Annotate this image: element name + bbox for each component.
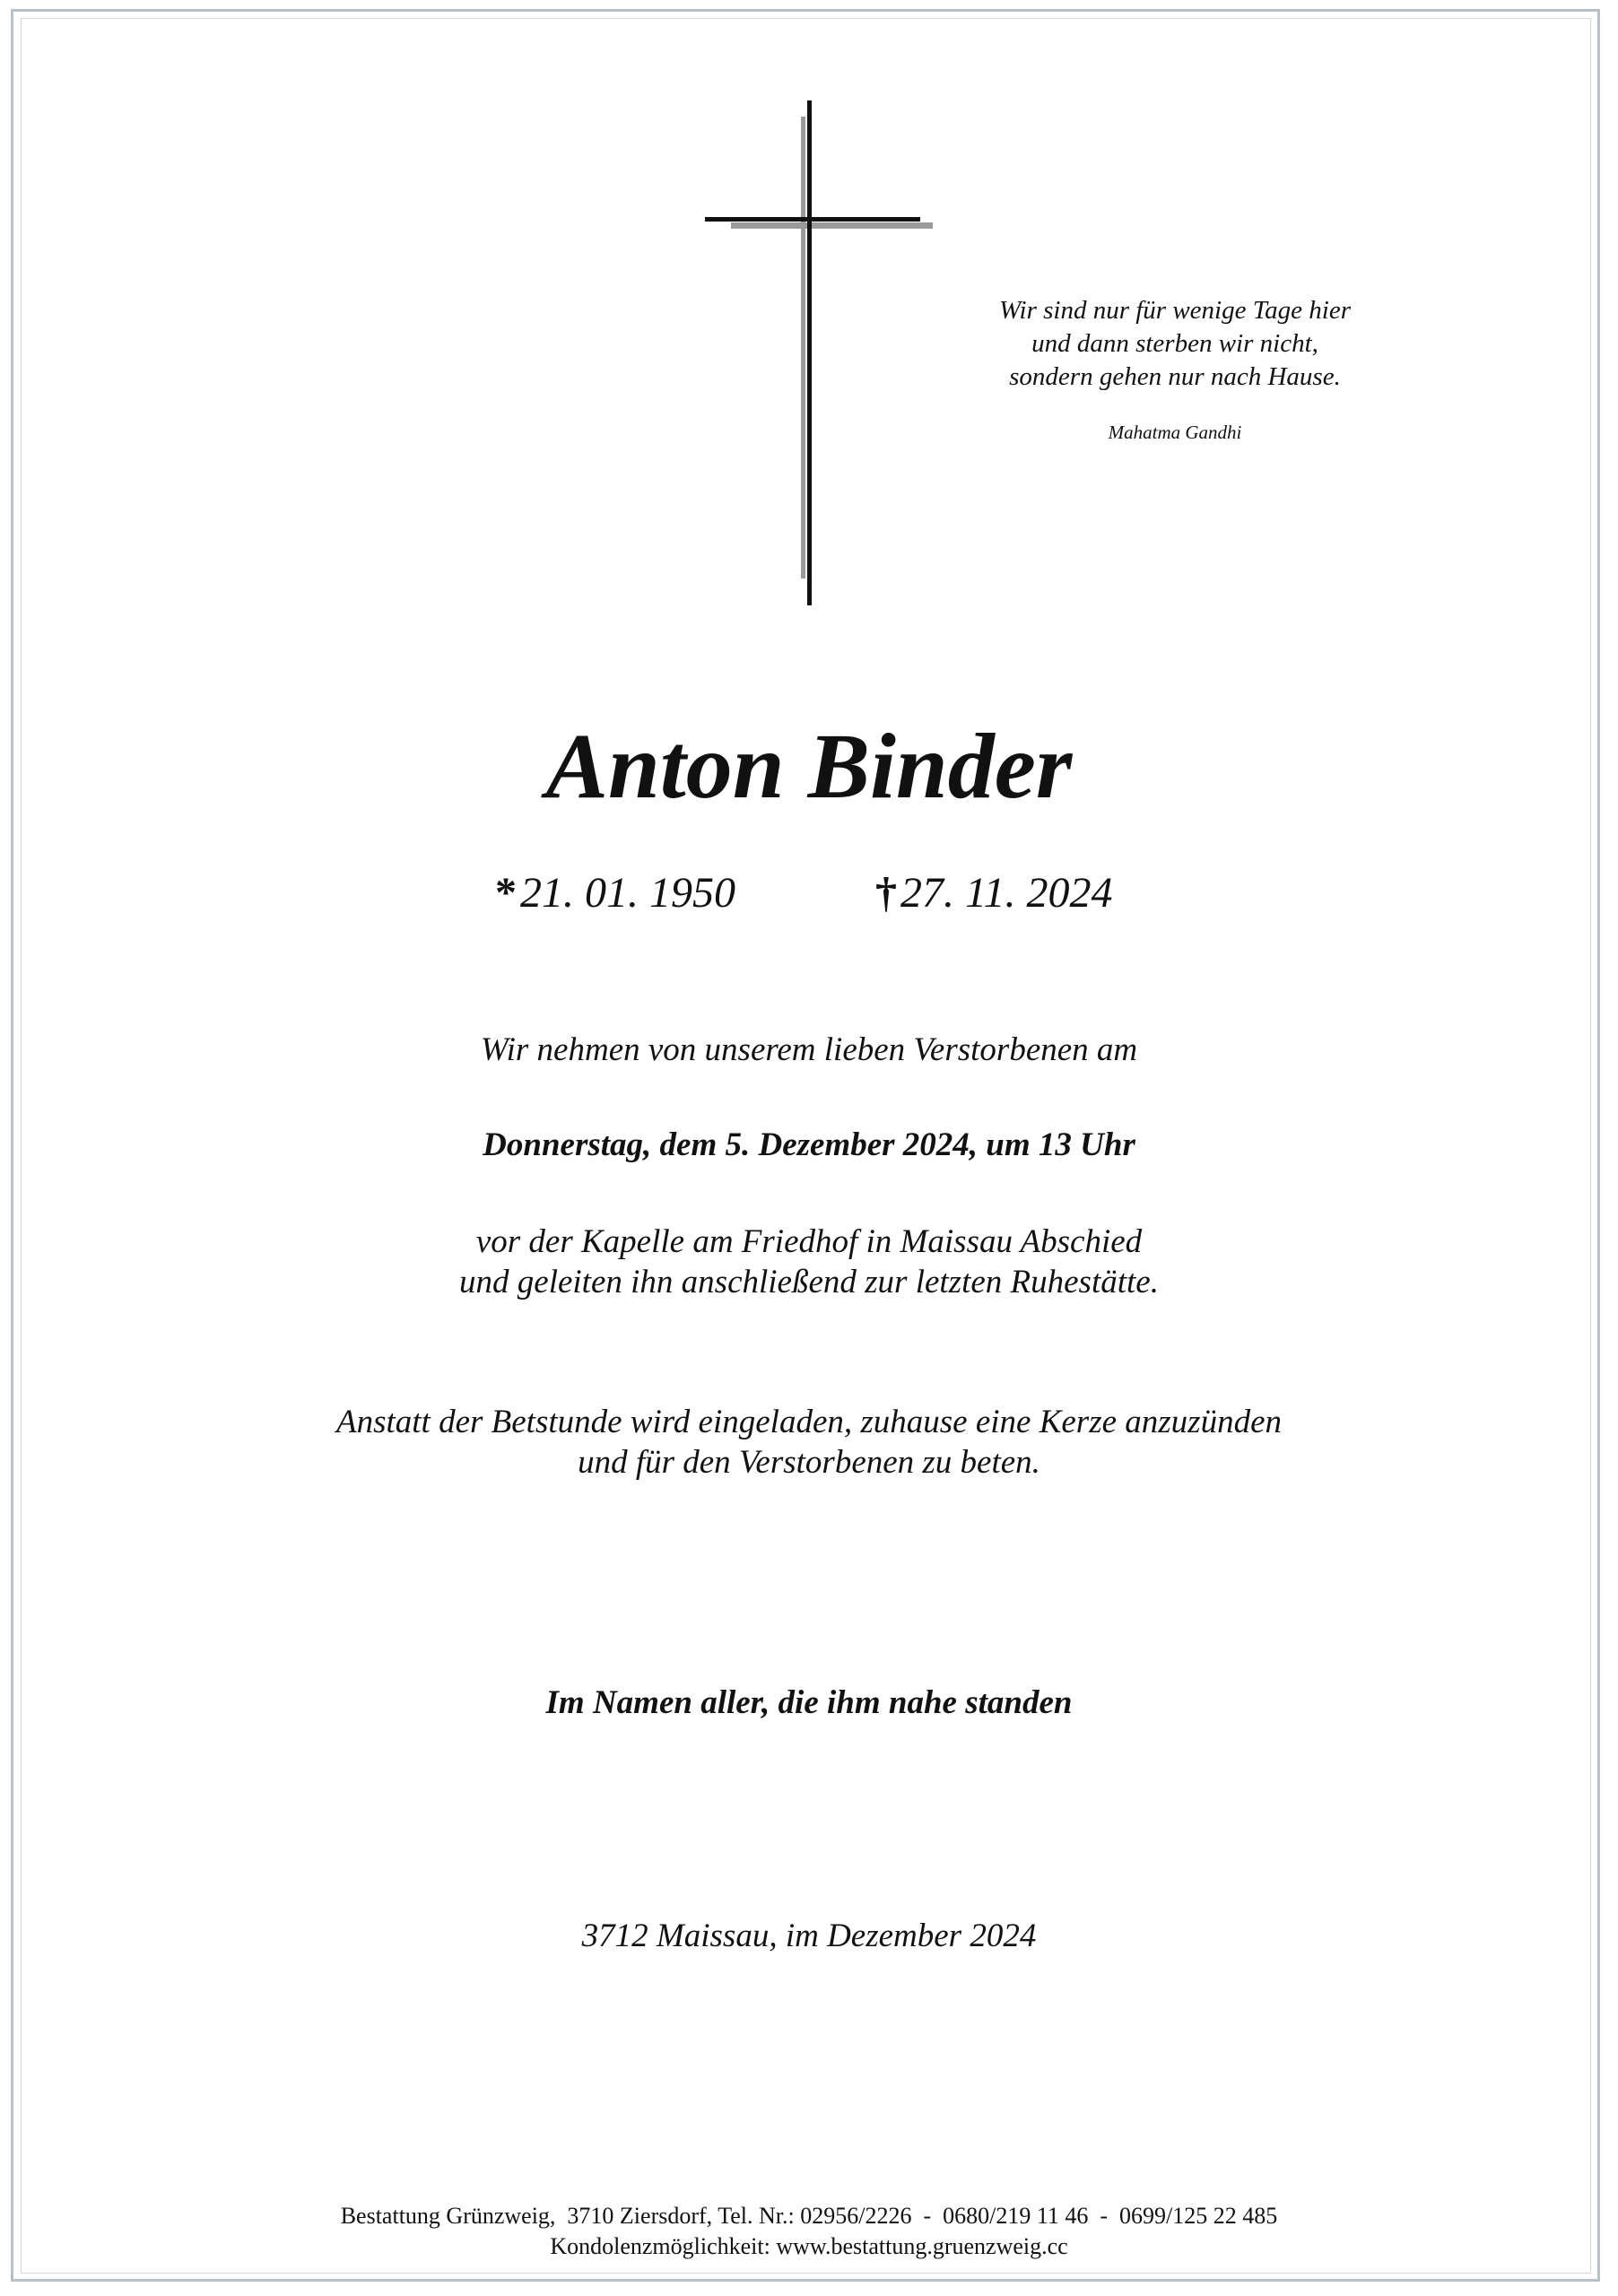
funeral-home-contact: Bestattung Grünzweig, 3710 Ziersdorf, Tel. Nr.: 02956/2226 - 0680/219 11 46 - 0699/125 22 485 <box>340 2203 1278 2229</box>
cross-vertical-bar <box>807 100 812 605</box>
quote <box>969 294 1381 394</box>
prayer-note <box>0 1402 1618 1483</box>
cross-icon <box>691 90 942 628</box>
funeral-date-time: Donnerstag, dem 5. Dezember 2024, um 13 Uhr <box>483 1126 1135 1163</box>
quote-line: sondern gehen nur nach Hause. <box>1009 362 1341 391</box>
location-line: vor der Kapelle am Friedhof in Maissau Abschied <box>475 1223 1143 1260</box>
death-date: 27. 11. 2024 <box>900 869 1113 917</box>
deceased-name: Anton Binder <box>545 715 1073 818</box>
death-cross-icon: † <box>875 869 897 917</box>
signature: Im Namen aller, die ihm nahe standen <box>545 1684 1073 1721</box>
place-date: 3712 Maissau, im Dezember 2024 <box>581 1918 1037 1954</box>
location-line: und geleiten ihn anschließend zur letzten Ruhestätte. <box>459 1264 1159 1300</box>
funeral-location <box>0 1222 1618 1302</box>
birth-date-block <box>495 866 735 920</box>
birth-star-icon: * <box>495 869 517 917</box>
quote-line: Wir sind nur für wenige Tage hier <box>998 296 1352 325</box>
cross-horizontal-bar <box>705 217 920 222</box>
quote-author: Mahatma Gandhi <box>1108 422 1242 443</box>
death-date-block <box>875 866 1112 920</box>
condolence-link: Kondolenzmöglichkeit: www.bestattung.gruenzweig.cc <box>550 2233 1068 2259</box>
prayer-line: und für den Verstorbenen zu beten. <box>578 1444 1040 1481</box>
footer <box>0 2201 1618 2262</box>
birth-date: 21. 01. 1950 <box>520 869 735 917</box>
quote-line: und dann sterben wir nicht, <box>1031 329 1318 358</box>
cross-shadow-vertical <box>801 117 805 578</box>
prayer-line: Anstatt der Betstunde wird eingeladen, zuhause eine Kerze anzuzünden <box>335 1404 1282 1440</box>
cross-shadow-horizontal <box>731 222 933 229</box>
announcement-intro: Wir nehmen von unserem lieben Verstorbenen am <box>480 1031 1138 1068</box>
